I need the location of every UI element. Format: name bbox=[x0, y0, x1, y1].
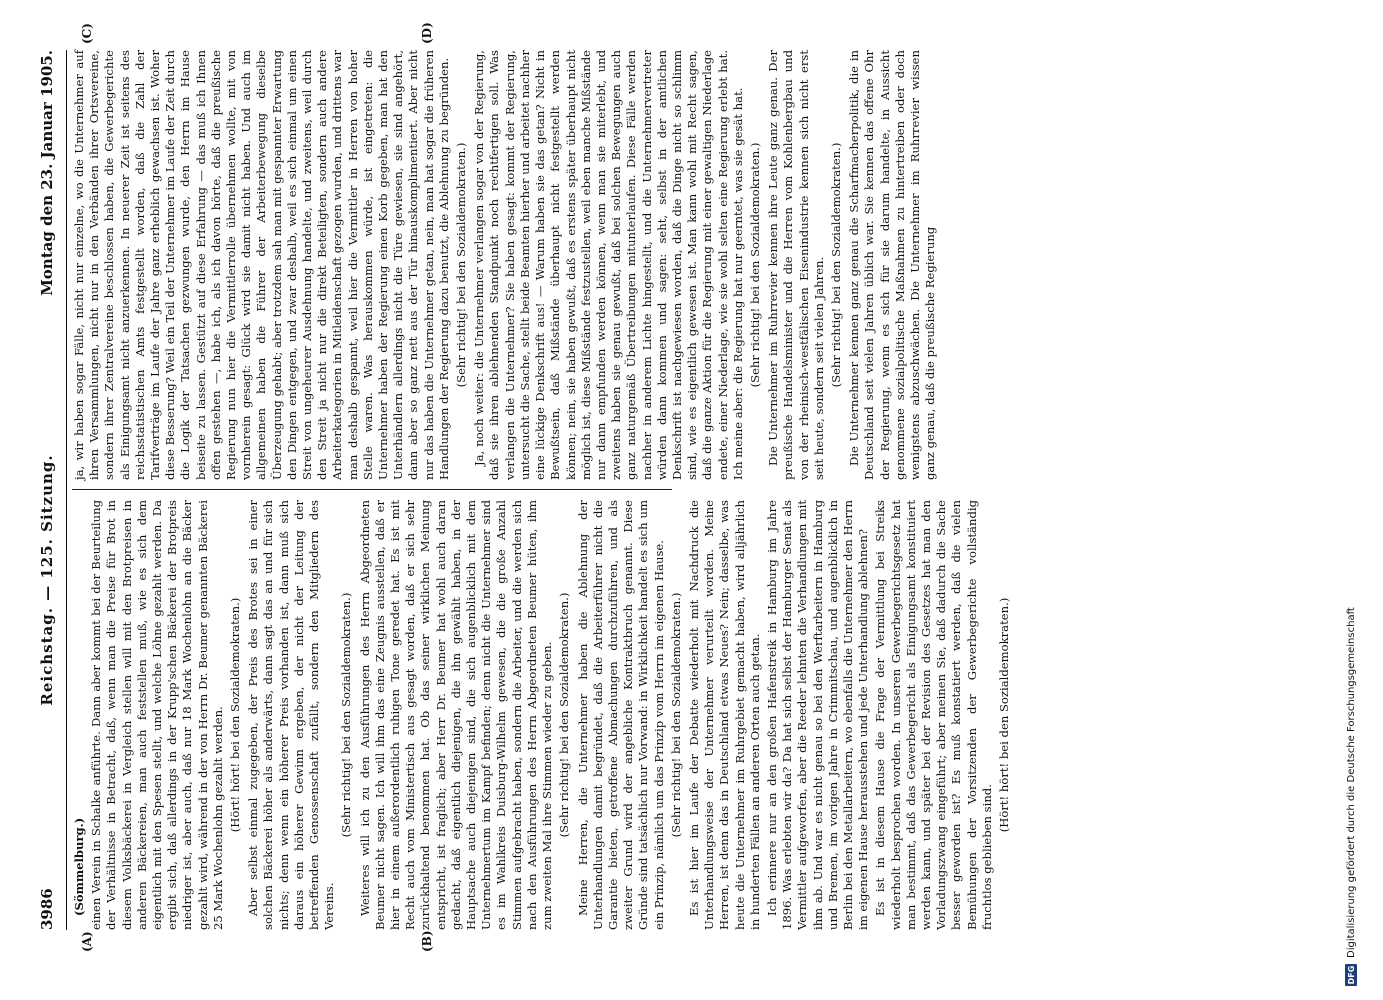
paragraph: Die Unternehmer im Ruhrrevier kennen ihre Leute ganz genau. Der preußische Handelsminister und die Herren vom Kohlenbergbau und von der rheinisch-westfälischen Eisenindustrie kennen sich nicht erst seit heute, sondern seit vielen Jahren. bbox=[766, 50, 826, 480]
digitization-footer bbox=[1336, 0, 1366, 1000]
interjection: (Sehr richtig! bei den Sozialdemokraten.) bbox=[454, 142, 469, 388]
paragraph: Es ist in diesem Hause die Frage der Vermittlung bei Streiks wiederholt besprochen worden. In unseren Gewerbegerichtsgesetz hat man bestimmt, daß das Gewerbegericht als Einigungsamt konstituiert werden kann, und später bei der Revision des Gesetzes hat man den Vorladungszwang eingeführt; aber meinen Sie, daß dadurch die Sache besser geworden ist? Es muß konstatiert werden, daß die vielen Bemühungen der Vorsitzenden der Gewerbegerichte vollständig fruchtlos geblieben sind. bbox=[873, 500, 994, 930]
interjection: (Sehr richtig! bei den Sozialdemokraten.) bbox=[557, 592, 572, 838]
speaker-name: (Sömmelburg.) bbox=[72, 817, 86, 916]
page-header bbox=[38, 50, 64, 930]
interjection: (Sehr richtig! bei den Sozialdemokraten.) bbox=[747, 142, 762, 388]
left-column bbox=[72, 500, 1015, 930]
document-page bbox=[20, 22, 1340, 952]
dfg-logo-icon: DFG bbox=[1346, 965, 1356, 985]
paragraph: Ja, noch weiter: die Unternehmer verlangen sogar von der Regierung, daß sie ihren ablehnenden Standpunkt noch rechtfertigen soll. Was verlangen die Unternehmer? Sie haben gesagt: kommt der Regierung, untersucht die Sache, stellt beide Beamten hierher und arbeitet nachher eine lückige Denkschrift aus! — Warum haben sie das getan? Nicht in Bewußtsein, daß Mißstände überhaupt nicht festgestellt werden können; nein, sie haben gewußt, daß es erstens später überhaupt nicht möglich ist, diese Mißstände festzustellen, weil eben manche Mißstände nur dann empfunden werden können, wenn man sie miterlebt, und zweitens haben sie genau gewußt, daß bei solchen Bewegungen auch ganz naturgemäß Übertreibungen mitunterlaufen. Diese Fälle werden nachher in anderem Lichte hingestellt, und die Unternehmervertreter würden dann kommen und sagen: seht, selbst in der amtlichen Denkschrift ist nachgewiesen worden, daß die Dinge nicht so schlimm sind, wie es eigentlich gewesen ist. Man kann wohl mit Recht sagen, daß die ganze Aktion für die Regierung mit einer gewaltigen Niederlage endete, einer Niederlage, wie sie wohl selten eine Regierung erlebt hat. Ich meine aber: die Regierung hat nur geerntet, was sie gesät hat. bbox=[472, 50, 745, 480]
funding-credit: Digitalisierung gefördert durch die Deutsche Forschungsgemeinschaft bbox=[1345, 607, 1357, 958]
right-column bbox=[72, 50, 940, 480]
interjection: (Hört! hört! bei den Sozialdemokraten.) bbox=[996, 597, 1011, 833]
paragraph: Es ist hier im Laufe der Debatte wiederholt mit Nachdruck die Unterhandlungsweise der Unternehmer verurteilt worden. Meine Herren, ist denn das in Deutschland etwas Neues? Nein; dasselbe, was heute die Unternehmer im Ruhrgebiet gemacht haben, wird alljährlich in hunderten Fällen an anderen Orten auch getan. bbox=[686, 500, 762, 930]
paragraph: einen Verein in Schalke anführte. Dann aber kommt bei der Beurteilung der Verhältnisse in Betracht, daß, wenn man die Preise für Brot in diesem Volksbäckerei in Vergleich stellen will mit den Brotpreisen in anderen Bäckereien, man auch feststellen muß, wie es sich dem eigentlich mit den Spesen stellt, und welche Löhne gezahlt werden. Da ergibt sich, daß allerdings in der Krupp'schen Bäckerei der Brotpreis niedriger ist, aber auch, daß nur 18 Mark Wochenlohn an die Bäcker gezahlt wird, während in der von Herrn Dr. Beumer genannten Bäckerei 25 Mark Wochenlohn gezahlt werden. bbox=[89, 500, 225, 930]
session-date: Montag den 23. Januar 1905. bbox=[38, 50, 56, 296]
session-title: Reichstag. — 125. Sitzung. bbox=[38, 454, 56, 706]
header-rule bbox=[66, 50, 67, 930]
column-divider bbox=[72, 489, 672, 490]
paragraph: Meine Herren, die Unternehmer haben die Ablehnung der Unterhandlungen damit begründet, daß die Arbeiterführer nicht die Garantie bieten, getroffene Abmachungen durchzuführen, und als zweiter Grund wird der angebliche Kontraktbruch genannt. Diese Gründe sind tatsächlich nur Vorwand: in Wirklichkeit handelt es sich um ein Prinzip, nämlich um das Prinzip vom Herrn im eigenen Hause. bbox=[575, 500, 666, 930]
interjection: (Sehr richtig! bei den Sozialdemokraten.) bbox=[828, 142, 843, 388]
margin-marker-d: (D) bbox=[420, 22, 434, 44]
paragraph: Aber selbst einmal zugegeben, der Preis des Brotes sei in einer solchen Bäckerei höher als anderwärts, dann sagt das an und für sich nichts; denn wenn ein höherer Preis vorhanden ist, dann muß sich daraus ein höherer Gewinn ergeben, der nicht der Leitung der betreffenden Genossenschaft zufällt, sondern den Mitgliedern des Vereins. bbox=[246, 500, 337, 930]
margin-marker-c: (C) bbox=[80, 23, 94, 44]
interjection: (Sehr richtig! bei den Sozialdemokraten.) bbox=[668, 592, 683, 838]
margin-marker-a: (A) bbox=[80, 931, 94, 952]
paragraph: Die Unternehmer kennen ganz genau die Scharfmacherpolitik, die in Deutschland seit vielen Jahren üblich war. Sie kennen das offene Ohr der Regierung, wenn es sich für sie darum handelte, in Aussicht genommene sozialpolitische Maßnahmen zu hintertreiben oder doch wenigstens abzuschwächen. Die Unternehmer im Ruhrrevier wissen ganz genau, daß die preußische Regierung bbox=[847, 50, 938, 480]
interjection: (Hört! hört! bei den Sozialdemokraten.) bbox=[228, 597, 243, 833]
paragraph: ja, wir haben sogar Fälle, nicht nur einzelne, wo die Unternehmer auf ihren Versammlungen, nicht nur in den Verbänden ihrer Ortsvereine, sondern ihrer Zentralvereine beschlossen haben, die Gewerbegerichte als Einigungsamt nicht anzuerkennen. In neuerer Zeit ist seitens des reichsstatistischen Amts festgestellt worden, daß die Zahl der Tarifverträge im Laufe der Jahre ganz erheblich gewachsen ist. Woher diese Besserung? Weil ein Teil der Unternehmer im Laufe der Zeit durch die Logik der Tatsachen gezwungen wurde, den Herrn im Hause beiseite zu lassen. Gestützt auf diese Erfahrung — das muß ich Ihnen offen gestehen —, habe ich, als ich davon hörte, daß die preußische Regierung nun hier die Vermittlerrolle übernehmen wollte, mit von vornherein gesagt: Glück wird sie damit nicht haben. Und auch im allgemeinen haben die Führer der Arbeiterbewegung dieselbe Überzeugung gehabt; aber trotzdem sah man mit gespannter Erwartung den Dingen entgegen, und zwar deshalb, weil es sich einmal um einen Streit von ungeheurer Ausdehnung handelte, und zweitens, weil durch den Streit ja nicht nur die direkt Beteiligten, sondern auch andere Arbeiterkategorien in Mitleidenschaft gezogen wurden, und drittens war man deshalb gespannt, weil hier die Vermittler in Herren von hoher Stelle waren. Was herauskommen würde, ist eingetreten: die Unternehmer haben der Regierung einen Korb gegeben, man hat den Unterhändlern allerdings nicht die Türe gewiesen, sie sind angehört, dann aber so ganz nett aus der Tür hinauskomplimentiert. Aber nicht nur das haben die Unternehmer getan, nein, man hat sogar die früheren Handlungen der Regierung dazu benutzt, die Ablehnung zu begründen. bbox=[72, 50, 451, 480]
page-number: 3986 bbox=[38, 888, 56, 930]
paragraph: Ich erinnere nur an den großen Hafenstreik in Hamburg im Jahre 1896. Was erlebten wir da? Da hat sich selbst der Hamburger Senat als Vermittler aufgeworfen, aber die Reeder lehnten die Verhandlungen mit ihm ab. Und war es nicht genau so bei den Werftarbeitern in Hamburg und Bremen, im vorigen Jahre in Crimmitschau, und augenblicklich in Berlin bei den Metallarbeitern, wo ebenfalls die Unternehmer den Herrn im eigenen Hause herausstehen und jede Unterhandlung ablehnen? bbox=[764, 500, 871, 930]
interjection: (Sehr richtig! bei den Sozialdemokraten.) bbox=[339, 592, 354, 838]
paragraph: Weiteres will ich zu den Ausführungen des Herrn Abgeordneten Beumer nicht sagen. Ich will ihm das eine Zeugnis ausstellen, daß er hier in einem außerordentlich ruhigen Tone geredet hat. Es ist mit Recht auch vom Ministertisch aus gesagt worden, daß er sich sehr zurückhaltend benommen hat. Ob das seiner wirklichen Meinung entspricht, ist fraglich; aber Herr Dr. Beumer hat wohl auch daran gedacht, daß eigentlich diejenigen, die ihn gewählt haben, in der Hauptsache auch diejenigen sind, die sich augenblicklich mit dem Unternehmertum im Kampf befinden; denn nicht die Unternehmer sind es im Wahlkreis Duisburg-Wilhelm gewesen, die die große Anzahl Stimmen aufgebracht haben, sondern die Arbeiter, und die werden sich nach den Ausführungen des Herrn Abgeordneten Beumer hüten, ihm zum zweiten Mal ihre Stimmen wieder zu geben. bbox=[357, 500, 555, 930]
margin-marker-b: (B) bbox=[420, 930, 434, 952]
